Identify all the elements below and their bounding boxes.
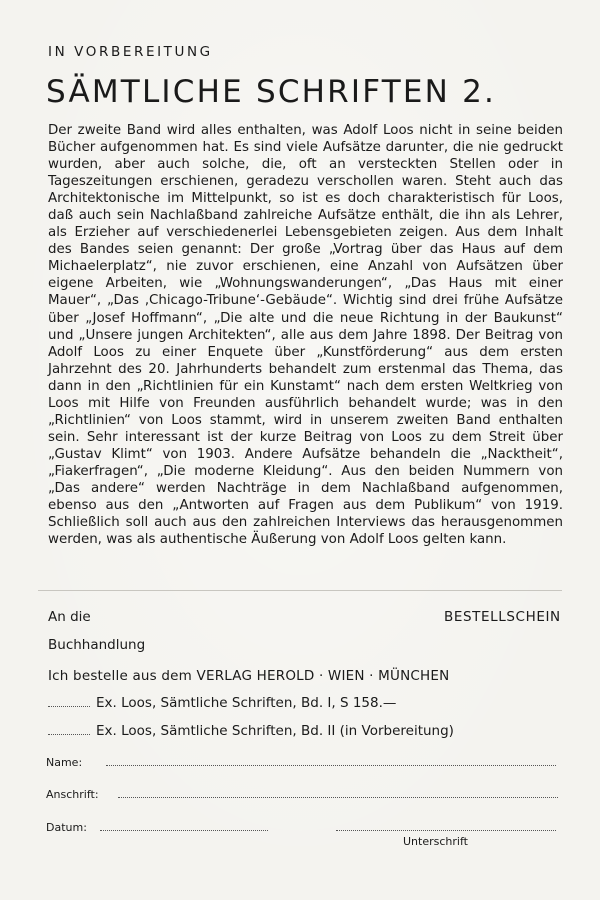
order-item-2-text: Ex. Loos, Sämtliche Schriften, Bd. II (in Vorbereitung) <box>96 723 454 739</box>
quantity-blank-2[interactable] <box>48 723 90 735</box>
address-field <box>46 788 558 801</box>
order-item-volume-1 <box>48 695 396 711</box>
addressee-line-1: An die <box>48 609 91 625</box>
addressee-line-2: Buchhandlung <box>48 637 146 653</box>
signature-input-line[interactable] <box>336 830 556 831</box>
date-input-line[interactable] <box>100 821 268 831</box>
date-field <box>46 821 268 834</box>
publisher-line: Ich bestelle aus dem VERLAG HEROLD · WIEN · MÜNCHEN <box>48 668 450 684</box>
name-field <box>46 756 556 769</box>
kicker-heading: IN VORBEREITUNG <box>48 44 213 60</box>
order-form-title: BESTELLSCHEIN <box>444 609 561 625</box>
address-label: Anschrift: <box>46 788 99 801</box>
page-title: SÄMTLICHE SCHRIFTEN 2. <box>46 74 497 110</box>
signature-label: Unterschrift <box>403 835 468 848</box>
name-label: Name: <box>46 756 83 769</box>
quantity-blank-1[interactable] <box>48 695 90 707</box>
description-text <box>48 122 563 548</box>
order-item-volume-2 <box>48 723 454 739</box>
address-input-line[interactable] <box>118 788 558 798</box>
description-paragraph: Der zweite Band wird alles enthalten, was Adolf Loos nicht in seine beiden Bücher aufgenommen hat. Es sind viele Aufsätze darunter, die nie gedruckt wurden, aber auch solche, die, oft an versteckten Stellen oder in Tageszeitungen erschienen, geradezu verschollen waren. Steht auch das Architektonische im Mittelpunkt, so ist es doch charakteristisch für Loos, daß auch sein Nachlaßband zahlreiche Aufsätze enthält, die ihn als Lehrer, als Erzieher auf verschiedenerlei Lebensgebieten zeigen. Aus dem Inhalt des Bandes seien genannt: Der große „Vortrag über das Haus auf dem Michaelerplatz“, nie zuvor erschienen, eine Anzahl von Aufsätzen über eigene Arbeiten, wie „Wohnungswanderungen“, „Das Haus mit einer Mauer“, „Das ‚Chicago-Tribune‘-Gebäude“. Wichtig sind drei frühe Aufsätze über „Josef Hoffmann“, „Die alte und die neue Richtung in der Baukunst“ und „Unsere jungen Architekten“, alle aus dem Jahre 1898. Der Beitrag von Adolf Loos zu einer Enquete über „Kunstförderung“ aus dem ersten Jahrzehnt des 20. Jahrhunderts behandelt zum erstenmal das Thema, das dann in den „Richtlinien für ein Kunstamt“ nach dem ersten Weltkrieg von Loos mit Hilfe von Freunden ausführlich behandelt wurde; was in den „Richtlinien“ von Loos stammt, wird in unserem zweiten Band enthalten sein. Sehr interessant ist der kurze Beitrag von Loos zu dem Streit über „Gustav Klimt“ von 1903. Andere Aufsätze behandeln die „Nacktheit“, „Fiakerfragen“, „Die moderne Kleidung“. Aus den beiden Nummern von „Das andere“ werden Nachträge in dem Nachlaßband aufgenommen, ebenso aus den „Antworten auf Fragen aus dem Publikum“ von 1919. Schließlich soll auch aus den zahlreichen Interviews das herausgenommen werden, was als authentische Äußerung von Adolf Loos gelten kann. <box>48 123 563 548</box>
name-input-line[interactable] <box>106 756 556 766</box>
section-divider <box>38 590 562 591</box>
order-item-1-text: Ex. Loos, Sämtliche Schriften, Bd. I, S 158.— <box>96 695 397 711</box>
date-label: Datum: <box>46 821 87 834</box>
